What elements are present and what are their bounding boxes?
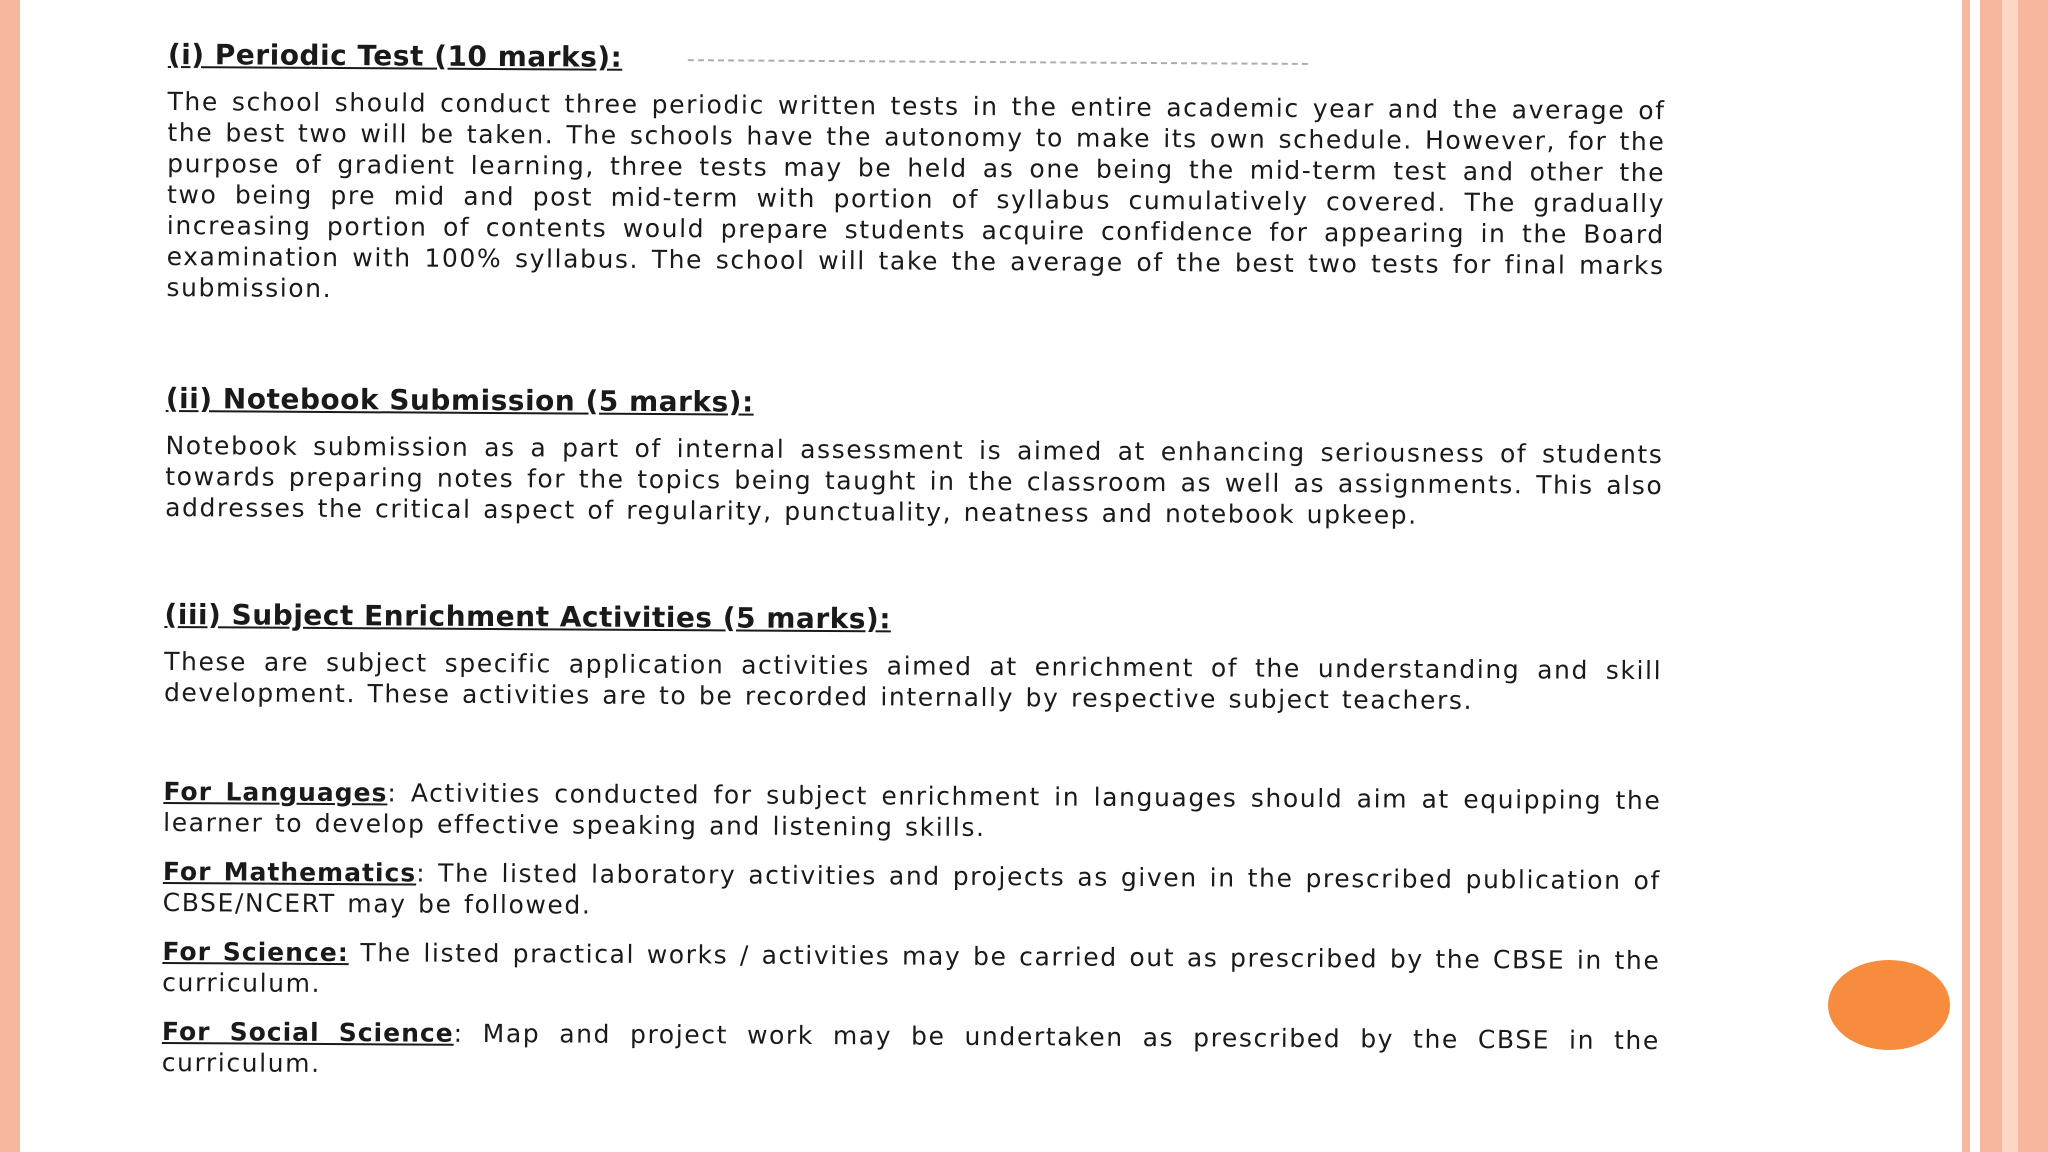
scan-rule-line (688, 59, 1308, 65)
subject-text-science: The listed practical works / activities may be carried out as prescribed by the CBSE in the curriculum. (162, 938, 1661, 998)
subject-mathematics: For Mathematics: The listed laboratory activities and projects as given in the prescribed publication of CBSE/NCERT may be followed. (162, 856, 1661, 920)
slide-left-border (0, 0, 20, 1152)
slide-accent-dot (1828, 960, 1950, 1050)
section-heading-enrichment: (iii) Subject Enrichment Activities (5 marks): (164, 597, 892, 636)
subject-text-mathematics: The listed laboratory activities and projects as given in the prescribed publication of CBSE/NCERT may be followed. (162, 858, 1661, 920)
section-heading-notebook: (ii) Notebook Submission (5 marks): (165, 381, 754, 419)
subject-social-science: For Social Science: Map and project work may be undertaken as prescribed by the CBSE in the curriculum. (161, 1016, 1660, 1078)
section-body-periodic-test: The school should conduct three periodic written tests in the entire academic year and the average of the best two will be taken. The schools have the autonomy to make its own schedule. However, for the purpose of gradient learning, three tests may be held as one being the mid-term test and other the two being pre mid and post mid-term with portion of syllabus cumulatively covered. The gradually increasing portion of contents would prepare students acquire confidence for appearing in the Board examination with 100% syllabus. The school will take the average of the best two tests for final marks submission. (166, 86, 1666, 304)
subject-label-languages: For Languages (163, 776, 388, 808)
section-body-enrichment: These are subject specific application activities aimed at enrichment of the understanding and skill development. These activities are to be recorded internally by respective subject teachers. (163, 646, 1663, 715)
subject-science (162, 936, 1660, 1007)
subject-languages: For Languages: Activities conducted for subject enrichment in languages should aim at equipping the learner to develop effective speaking and listening skills. (163, 776, 1662, 843)
subject-text-social-science: Map and project work may be undertaken as prescribed by the CBSE in the curriculum. (161, 1018, 1660, 1078)
subject-label-mathematics: For Mathematics (162, 856, 417, 888)
scanned-document (161, 38, 1668, 1127)
slide-right-border-inner (2002, 0, 2018, 1152)
subject-label-social-science: For Social Science (161, 1016, 454, 1048)
subject-label-science: For Science: (162, 936, 349, 968)
section-body-notebook: Notebook submission as a part of internal assessment is aimed at enhancing seriousness of students towards preparing notes for the topics being taught in the classroom as well as assignments. This also addresses the critical aspect of regularity, punctuality, neatness and notebook upkeep. (165, 430, 1664, 530)
slide-right-border-thin (1962, 0, 1970, 1152)
subject-text-languages: Activities conducted for subject enrichment in languages should aim at equipping the learner to develop effective speaking and listening skills. (163, 778, 1662, 843)
section-heading-periodic-test: (i) Periodic Test (10 marks): (167, 38, 623, 74)
